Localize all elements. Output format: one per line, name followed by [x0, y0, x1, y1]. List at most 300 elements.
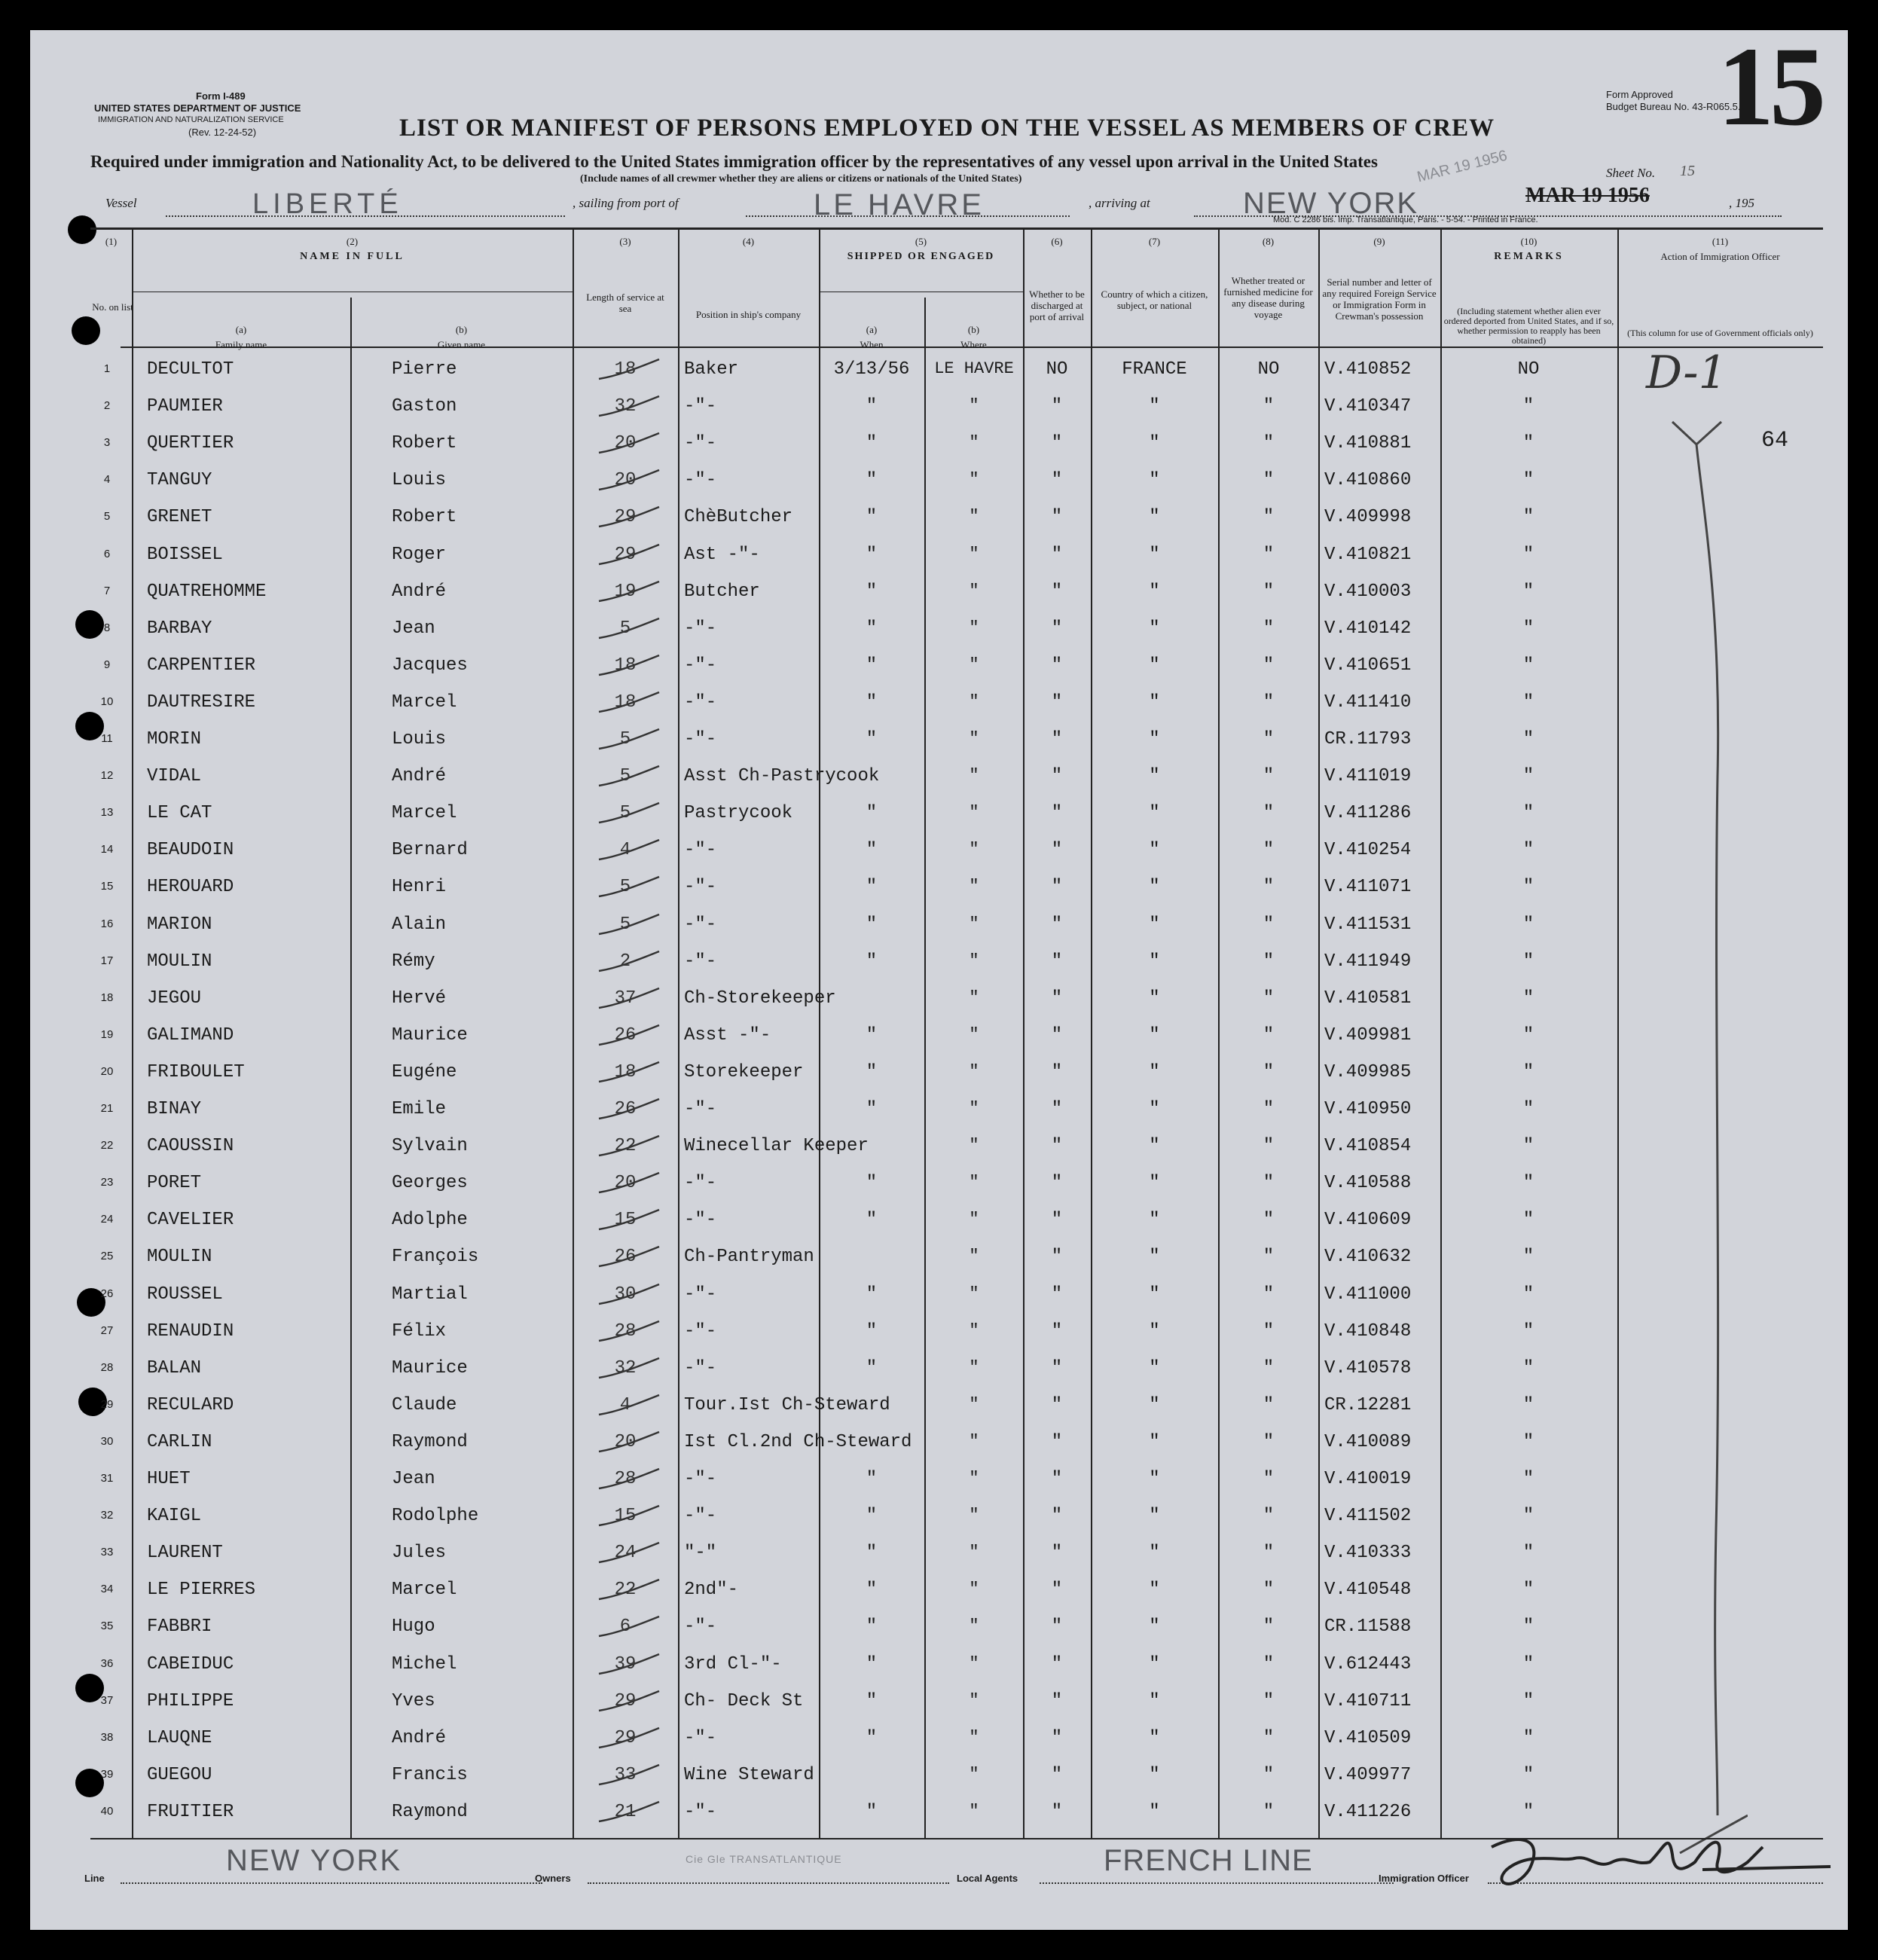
column-heading: (4)	[742, 236, 755, 247]
shipped-where: "	[969, 1061, 979, 1081]
table-row	[30, 794, 1848, 831]
discharged-at-port: "	[1051, 1653, 1063, 1675]
ship-position: -"-	[684, 1727, 717, 1748]
discharged-at-port: "	[1051, 1024, 1063, 1046]
column-heading: (6)	[1051, 236, 1063, 247]
given-name: Robert	[392, 507, 457, 528]
service-length: 15	[614, 1210, 637, 1231]
row-number: 34	[100, 1583, 114, 1596]
service-length: 29	[614, 1690, 637, 1711]
service-length: 18	[614, 691, 637, 713]
family-name: MORIN	[147, 729, 202, 750]
ship-position: -"-	[684, 470, 717, 491]
treated-medicine: "	[1263, 1284, 1275, 1305]
service-length: 32	[614, 1357, 637, 1378]
service-checkmark	[595, 1651, 663, 1681]
serial-number: CR.12281	[1324, 1394, 1412, 1415]
sailing-label: , sailing from port of	[573, 196, 679, 210]
shipped-when: "	[866, 1284, 878, 1305]
family-name: MOULIN	[147, 951, 212, 972]
given-name: Georges	[392, 1173, 468, 1194]
column-heading: Action of Immigration Officer	[1660, 251, 1780, 262]
serial-number: V.410588	[1324, 1173, 1412, 1194]
shipped-when: "	[866, 803, 878, 824]
row-number: 11	[101, 732, 113, 745]
column-heading: NAME IN FULL	[300, 251, 405, 262]
ship-position: Pastrycook	[684, 803, 793, 824]
treated-medicine: "	[1263, 840, 1275, 861]
table-row	[30, 387, 1848, 424]
agents-label: Local Agents	[957, 1873, 1018, 1884]
serial-number: V.411531	[1324, 914, 1412, 935]
row-number: 3	[103, 436, 111, 450]
treated-medicine: "	[1263, 544, 1275, 565]
citizenship-country: "	[1149, 396, 1160, 417]
ship-position: 2nd"-	[684, 1580, 739, 1601]
service-checkmark	[595, 1503, 663, 1533]
family-name: LE PIERRES	[147, 1580, 256, 1601]
shipped-when: 3/13/56	[833, 359, 910, 380]
discharged-at-port: "	[1051, 1543, 1063, 1564]
service-checkmark	[595, 1318, 663, 1348]
row-number: 4	[103, 473, 111, 487]
given-name: Jean	[392, 618, 435, 639]
remarks: "	[1522, 618, 1534, 639]
citizenship-country: FRANCE	[1122, 359, 1187, 380]
table-row	[30, 1201, 1848, 1238]
citizenship-country: "	[1149, 988, 1160, 1009]
citizenship-country: "	[1149, 840, 1160, 861]
service-checkmark	[595, 1577, 663, 1607]
given-name: Eugéne	[392, 1061, 457, 1082]
service-length: 5	[619, 766, 631, 787]
family-name: CAOUSSIN	[147, 1136, 234, 1157]
shipped-where: "	[969, 1210, 979, 1229]
remarks: "	[1522, 1617, 1534, 1638]
serial-number: V.411019	[1324, 766, 1412, 787]
row-number: 28	[100, 1360, 114, 1374]
column-heading: Family name	[215, 339, 267, 350]
table-row	[30, 1349, 1848, 1386]
shipped-where: "	[969, 1543, 979, 1562]
serial-number: V.409985	[1324, 1061, 1412, 1082]
shipped-where: "	[969, 729, 979, 748]
serial-number: CR.11793	[1324, 729, 1412, 750]
owners-value: Cie Gle TRANSATLANTIQUE	[686, 1853, 842, 1865]
table-row	[30, 536, 1848, 572]
discharged-at-port: "	[1051, 1727, 1063, 1748]
service-checkmark	[595, 763, 663, 793]
service-checkmark	[595, 1207, 663, 1237]
treated-medicine: "	[1263, 914, 1275, 935]
given-name: Marcel	[392, 1580, 457, 1601]
row-number: 7	[103, 584, 111, 597]
budget-bureau: Budget Bureau No. 43-R065.5.	[1606, 101, 1741, 112]
service-checkmark	[595, 726, 663, 756]
row-number: 9	[103, 658, 111, 671]
table-row	[30, 1460, 1848, 1497]
row-number: 25	[100, 1250, 114, 1263]
discharged-at-port: "	[1051, 914, 1063, 935]
table-row	[30, 646, 1848, 683]
discharged-at-port: "	[1051, 1431, 1063, 1452]
family-name: CAVELIER	[147, 1210, 234, 1231]
ship-position: -"-	[684, 1210, 717, 1231]
discharged-at-port: "	[1051, 1506, 1063, 1527]
table-row	[30, 831, 1848, 868]
shipped-when: "	[866, 1617, 878, 1638]
given-name: Hervé	[392, 988, 447, 1009]
discharged-at-port: "	[1051, 766, 1063, 787]
shipped-when: "	[866, 1801, 878, 1822]
family-name: DECULTOT	[147, 359, 234, 380]
shipped-where: "	[969, 1469, 979, 1488]
ship-position: -"-	[684, 1099, 717, 1119]
row-number: 2	[103, 399, 111, 413]
discharged-at-port: "	[1051, 1136, 1063, 1157]
shipped-when: "	[866, 1543, 878, 1564]
discharged-at-port: "	[1051, 877, 1063, 898]
column-heading: When	[860, 339, 884, 350]
family-name: VIDAL	[147, 766, 202, 787]
table-row	[30, 609, 1848, 646]
column-heading: Where	[960, 339, 987, 350]
citizenship-country: "	[1149, 1580, 1160, 1601]
shipped-where: "	[969, 1617, 979, 1636]
service-length: 20	[614, 470, 637, 491]
page-subtitle: Required under immigration and Nationality Act, to be delivered to the United States immigration officer by the representatives of any vessel upon arrival in the United States	[90, 152, 1378, 171]
remarks: "	[1522, 544, 1534, 565]
service-length: 19	[614, 581, 637, 602]
remarks: "	[1522, 1801, 1534, 1822]
service-length: 4	[619, 1394, 631, 1415]
service-checkmark	[595, 1762, 663, 1792]
shipped-where: "	[969, 1173, 979, 1192]
service-length: 15	[614, 1506, 637, 1527]
citizenship-country: "	[1149, 1801, 1160, 1822]
shipped-where: "	[969, 1394, 979, 1414]
row-number: 1	[103, 362, 111, 375]
service-length: 26	[614, 1024, 637, 1046]
shipped-where: "	[969, 914, 979, 933]
table-row	[30, 461, 1848, 498]
family-name: GUEGOU	[147, 1764, 212, 1785]
ship-position: Tour.Ist Ch-Steward	[684, 1394, 890, 1415]
given-name: Hugo	[392, 1617, 435, 1638]
discharged-at-port: "	[1051, 1320, 1063, 1342]
discharged-at-port: "	[1051, 1690, 1063, 1711]
agents-underline	[1040, 1882, 1394, 1884]
service-checkmark	[595, 800, 663, 830]
remarks: "	[1522, 433, 1534, 454]
treated-medicine: "	[1263, 1469, 1275, 1489]
row-number: 36	[100, 1656, 114, 1670]
citizenship-country: "	[1149, 1727, 1160, 1748]
ship-position: -"-	[684, 951, 717, 972]
discharged-at-port: "	[1051, 618, 1063, 639]
remarks: "	[1522, 803, 1534, 824]
given-name: Sylvain	[392, 1136, 468, 1157]
service-length: 26	[614, 1099, 637, 1119]
shipped-where: LE HAVRE	[934, 359, 1014, 378]
received-date-stamp: MAR 19 1956	[1415, 147, 1510, 186]
remarks: "	[1522, 691, 1534, 713]
citizenship-country: "	[1149, 1173, 1160, 1194]
shipped-where: "	[969, 766, 979, 786]
form-approved: Form Approved	[1606, 89, 1673, 100]
service-checkmark	[595, 579, 663, 609]
ship-position: -"-	[684, 433, 717, 454]
service-checkmark	[595, 1244, 663, 1274]
line-value: NEW YORK	[226, 1844, 402, 1877]
citizenship-country: "	[1149, 1431, 1160, 1452]
remarks: "	[1522, 470, 1534, 491]
given-name: Francis	[392, 1764, 468, 1785]
ship-position: Butcher	[684, 581, 760, 602]
citizenship-country: "	[1149, 470, 1160, 491]
remarks: "	[1522, 1690, 1534, 1711]
service-checkmark	[595, 1281, 663, 1311]
family-name: JEGOU	[147, 988, 202, 1009]
family-name: MOULIN	[147, 1247, 212, 1268]
service-checkmark	[595, 837, 663, 867]
row-number: 16	[100, 917, 114, 930]
treated-medicine: "	[1263, 1357, 1275, 1378]
family-name: BARBAY	[147, 618, 212, 639]
citizenship-country: "	[1149, 1284, 1160, 1305]
discharged-at-port: "	[1051, 581, 1063, 602]
discharged-at-port: NO	[1046, 359, 1068, 380]
family-name: HUET	[147, 1469, 191, 1489]
serial-number: V.410848	[1324, 1320, 1412, 1342]
service-length: 24	[614, 1543, 637, 1564]
column-heading: Whether treated or furnished medicine for any disease during voyage	[1223, 275, 1313, 320]
officer-signature	[1476, 1817, 1838, 1900]
remarks: "	[1522, 1764, 1534, 1785]
service-checkmark	[595, 1688, 663, 1718]
family-name: RECULARD	[147, 1394, 234, 1415]
column-heading: Whether to be discharged at port of arrival	[1029, 289, 1085, 322]
service-length: 30	[614, 1284, 637, 1305]
table-row	[30, 1275, 1848, 1312]
service-checkmark	[595, 504, 663, 534]
remarks: "	[1522, 1320, 1534, 1342]
ship-position: -"-	[684, 396, 717, 417]
table-row	[30, 1534, 1848, 1571]
row-number: 31	[100, 1472, 114, 1485]
remarks: "	[1522, 1210, 1534, 1231]
row-number: 18	[100, 991, 114, 1004]
service-checkmark	[595, 874, 663, 904]
remarks: "	[1522, 655, 1534, 676]
citizenship-country: "	[1149, 655, 1160, 676]
treated-medicine: "	[1263, 1320, 1275, 1342]
service-length: 22	[614, 1580, 637, 1601]
given-name: André	[392, 766, 447, 787]
table-row	[30, 905, 1848, 942]
service-checkmark	[595, 1466, 663, 1496]
shipped-where: "	[969, 1099, 979, 1118]
line-underline	[121, 1882, 542, 1884]
family-name: BOISSEL	[147, 544, 223, 565]
arrival-date: MAR 19 1956	[1525, 184, 1650, 207]
treated-medicine: "	[1263, 1099, 1275, 1119]
shipped-where: "	[969, 1727, 979, 1747]
service-checkmark	[595, 542, 663, 572]
service-length: 18	[614, 359, 637, 380]
citizenship-country: "	[1149, 618, 1160, 639]
serial-number: V.409998	[1324, 507, 1412, 528]
shipped-where: "	[969, 581, 979, 600]
discharged-at-port: "	[1051, 1580, 1063, 1601]
serial-number: V.410860	[1324, 470, 1412, 491]
shipped-where: "	[969, 877, 979, 896]
row-number: 14	[100, 843, 114, 856]
action-bracket	[1650, 399, 1748, 1868]
punch-hole	[72, 316, 100, 345]
discharged-at-port: "	[1051, 1617, 1063, 1638]
discharged-at-port: "	[1051, 803, 1063, 824]
column-heading: Given name	[437, 339, 486, 350]
citizenship-country: "	[1149, 1469, 1160, 1489]
discharged-at-port: "	[1051, 396, 1063, 417]
officer-label: Immigration Officer	[1379, 1873, 1469, 1884]
table-row	[30, 350, 1848, 387]
given-name: Henri	[392, 877, 447, 898]
treated-medicine: "	[1263, 729, 1275, 750]
family-name: FRIBOULET	[147, 1061, 245, 1082]
serial-number: V.410632	[1324, 1247, 1412, 1268]
remarks: "	[1522, 1469, 1534, 1489]
row-number: 23	[100, 1176, 114, 1189]
citizenship-country: "	[1149, 1506, 1160, 1527]
treated-medicine: "	[1263, 618, 1275, 639]
remarks: "	[1522, 396, 1534, 417]
discharged-at-port: "	[1051, 729, 1063, 750]
serial-number: V.411286	[1324, 803, 1412, 824]
shipped-where: "	[969, 988, 979, 1007]
service-checkmark	[595, 467, 663, 497]
given-name: Martial	[392, 1284, 468, 1305]
row-number: 37	[100, 1693, 114, 1707]
serial-number: V.410142	[1324, 618, 1412, 639]
arriving-port: NEW YORK	[1243, 187, 1419, 220]
row-number: 40	[100, 1804, 114, 1818]
treated-medicine: "	[1263, 1024, 1275, 1046]
row-number: 30	[100, 1434, 114, 1448]
column-heading: Serial number and letter of any required Foreign Service or Immigration Form in Crewman's possession	[1322, 276, 1437, 322]
given-name: Claude	[392, 1394, 457, 1415]
form-number: Form I-489	[196, 90, 246, 102]
serial-number: V.411502	[1324, 1506, 1412, 1527]
column-heading: (2)	[346, 236, 359, 247]
shipped-when: "	[866, 1690, 878, 1711]
citizenship-country: "	[1149, 729, 1160, 750]
table-row	[30, 1497, 1848, 1534]
citizenship-country: "	[1149, 581, 1160, 602]
citizenship-country: "	[1149, 1617, 1160, 1638]
shipped-where: "	[969, 1506, 979, 1525]
shipped-when: "	[866, 1727, 878, 1748]
shipped-when: "	[866, 877, 878, 898]
family-name: LAURENT	[147, 1543, 223, 1564]
treated-medicine: "	[1263, 655, 1275, 676]
row-number: 26	[100, 1287, 114, 1300]
service-length: 29	[614, 1727, 637, 1748]
citizenship-country: "	[1149, 1210, 1160, 1231]
serial-number: V.411226	[1324, 1801, 1412, 1822]
column-heading: No. on list	[92, 301, 133, 313]
column-heading: (b)	[967, 324, 980, 335]
service-checkmark	[595, 1799, 663, 1829]
serial-number: V.410711	[1324, 1690, 1412, 1711]
table-row	[30, 1682, 1848, 1719]
discharged-at-port: "	[1051, 1210, 1063, 1231]
service-checkmark	[595, 948, 663, 978]
given-name: Emile	[392, 1099, 447, 1119]
given-name: Raymond	[392, 1431, 468, 1452]
given-name: André	[392, 581, 447, 602]
row-number: 22	[100, 1139, 114, 1152]
table-row	[30, 1756, 1848, 1793]
treated-medicine: "	[1263, 1690, 1275, 1711]
ship-position: Asst Ch-Pastrycook	[684, 766, 880, 787]
department-name: UNITED STATES DEPARTMENT OF JUSTICE	[94, 102, 301, 114]
serial-number: V.411000	[1324, 1284, 1412, 1305]
citizenship-country: "	[1149, 1320, 1160, 1342]
discharged-at-port: "	[1051, 1247, 1063, 1268]
column-heading: REMARKS	[1494, 251, 1564, 262]
shipped-when: "	[866, 1061, 878, 1082]
ship-position: -"-	[684, 840, 717, 861]
table-top-rule	[90, 227, 1823, 230]
citizenship-country: "	[1149, 433, 1160, 454]
table-row	[30, 1053, 1848, 1090]
big-sheet-number: 15	[1718, 30, 1822, 149]
vessel-name: LIBERTÉ	[252, 188, 403, 220]
citizenship-country: "	[1149, 1394, 1160, 1415]
table-row	[30, 757, 1848, 794]
service-length: 21	[614, 1801, 637, 1822]
print-note: Mod. C 2286 bis. Imp. Transatlantique, Paris. - 5-54. - Printed in France.	[1273, 215, 1538, 224]
discharged-at-port: "	[1051, 544, 1063, 565]
citizenship-country: "	[1149, 877, 1160, 898]
column-heading: (Including statement whether alien ever ordered deported from United States, and if so, whether permission to reapply has been obtained)	[1443, 306, 1614, 346]
serial-number: V.410333	[1324, 1543, 1412, 1564]
column-heading: (b)	[455, 324, 468, 335]
citizenship-country: "	[1149, 1543, 1160, 1564]
page-subtitle-note: (Include names of all crewmer whether they are aliens or citizens or nationals of the United States)	[580, 173, 1022, 185]
table-row	[30, 868, 1848, 905]
remarks: "	[1522, 1173, 1534, 1194]
shipped-where: "	[969, 1580, 979, 1599]
column-heading: Position in ship's company	[695, 309, 802, 320]
owners-label: Owners	[535, 1873, 571, 1884]
shipped-when: "	[866, 618, 878, 639]
remarks: "	[1522, 1543, 1534, 1564]
family-name: LAUQNE	[147, 1727, 212, 1748]
service-length: 28	[614, 1469, 637, 1489]
given-name: Maurice	[392, 1357, 468, 1378]
row-number: 5	[103, 510, 111, 524]
line-label: Line	[84, 1873, 105, 1884]
service-length: 2	[619, 951, 631, 972]
vessel-label: Vessel	[105, 196, 137, 210]
service-length: 29	[614, 544, 637, 565]
serial-number: V.410854	[1324, 1136, 1412, 1157]
shipped-where: "	[969, 1247, 979, 1266]
table-row	[30, 498, 1848, 535]
